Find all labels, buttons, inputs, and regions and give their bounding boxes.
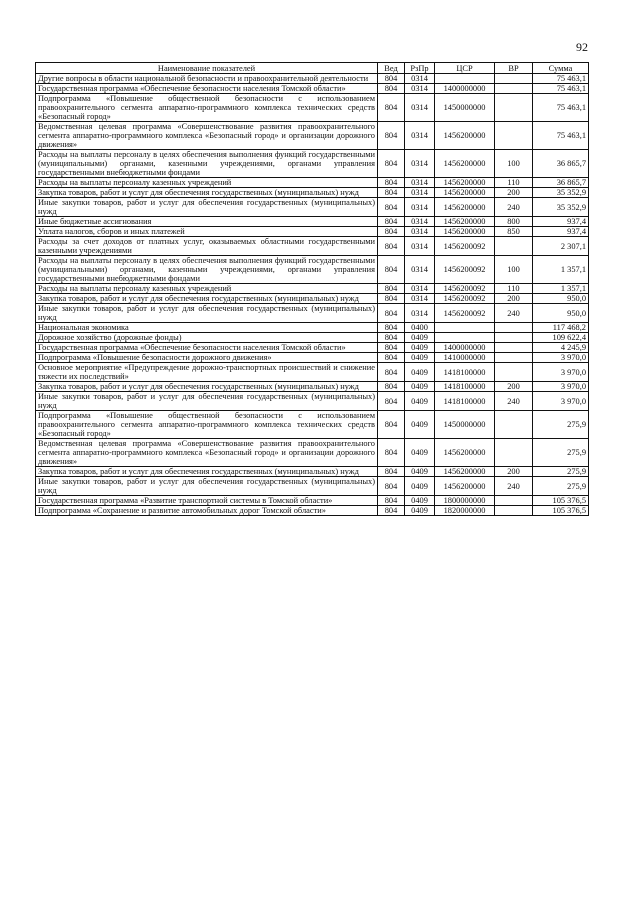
cell-vr [495,74,533,84]
cell-name: Расходы на выплаты персоналу казенных учреждений [36,178,378,188]
header-name: Наименование показателей [36,63,378,74]
cell-name: Подпрограмма «Повышение общественной безопасности с использованием правоохранительного сегмента аппаратно-программного комплекса технических средств «Безопасный город» [36,94,378,122]
cell-csr: 1456200092 [435,256,495,284]
cell-csr: 1456200000 [435,439,495,467]
cell-rzpr: 0314 [405,217,435,227]
cell-ved: 804 [378,477,405,496]
cell-csr: 1456200000 [435,477,495,496]
table-row [36,363,589,382]
cell-csr: 1456200092 [435,284,495,294]
cell-ved: 804 [378,343,405,353]
header-sum: Сумма [533,63,589,74]
table-row [36,188,589,198]
table-row [36,353,589,363]
cell-sum: 3 970,0 [533,363,589,382]
cell-name: Иные закупки товаров, работ и услуг для обеспечения государственных (муниципальных) нужд [36,198,378,217]
cell-sum: 950,0 [533,304,589,323]
cell-csr: 1800000000 [435,496,495,506]
header-ved: Вед [378,63,405,74]
cell-ved: 804 [378,198,405,217]
cell-sum: 3 970,0 [533,353,589,363]
table-row [36,411,589,439]
table-row [36,178,589,188]
cell-name: Подпрограмма «Повышение общественной безопасности с использованием правоохранительного сегмента аппаратно-программного комплекса технических средств «Безопасный город» [36,411,378,439]
table-row [36,304,589,323]
cell-csr: 1450000000 [435,411,495,439]
cell-vr: 200 [495,188,533,198]
cell-ved: 804 [378,382,405,392]
table-row [36,227,589,237]
cell-rzpr: 0314 [405,198,435,217]
cell-name: Закупка товаров, работ и услуг для обеспечения государственных (муниципальных) нужд [36,382,378,392]
cell-csr: 1456200000 [435,467,495,477]
cell-vr: 100 [495,150,533,178]
cell-csr: 1418100000 [435,392,495,411]
cell-rzpr: 0314 [405,94,435,122]
cell-csr [435,74,495,84]
cell-ved: 804 [378,84,405,94]
cell-csr: 1820000000 [435,506,495,516]
cell-rzpr: 0400 [405,323,435,333]
cell-name: Основное мероприятие «Предупреждение дорожно-транспортных происшествий и снижение тяжести их последствий» [36,363,378,382]
cell-ved: 804 [378,94,405,122]
cell-sum: 75 463,1 [533,122,589,150]
cell-vr: 240 [495,392,533,411]
table-row [36,122,589,150]
cell-csr: 1456200000 [435,150,495,178]
cell-sum: 3 970,0 [533,382,589,392]
cell-csr: 1456200000 [435,217,495,227]
cell-vr: 240 [495,477,533,496]
header-vr: ВР [495,63,533,74]
cell-vr: 100 [495,256,533,284]
cell-sum: 117 468,2 [533,323,589,333]
cell-rzpr: 0409 [405,392,435,411]
cell-sum: 937,4 [533,217,589,227]
cell-ved: 804 [378,122,405,150]
table-header-row [36,63,589,74]
cell-ved: 804 [378,323,405,333]
cell-name: Расходы на выплаты персоналу казенных учреждений [36,284,378,294]
table-row [36,198,589,217]
cell-csr: 1410000000 [435,353,495,363]
cell-rzpr: 0409 [405,467,435,477]
cell-vr: 110 [495,284,533,294]
table-row [36,439,589,467]
cell-ved: 804 [378,294,405,304]
table-row [36,496,589,506]
cell-vr [495,496,533,506]
cell-name: Дорожное хозяйство (дорожные фонды) [36,333,378,343]
table-row [36,84,589,94]
cell-vr: 850 [495,227,533,237]
table-row [36,74,589,84]
table-row [36,294,589,304]
cell-vr [495,411,533,439]
table-row [36,284,589,294]
cell-name: Закупка товаров, работ и услуг для обеспечения государственных (муниципальных) нужд [36,467,378,477]
cell-rzpr: 0409 [405,343,435,353]
cell-rzpr: 0314 [405,304,435,323]
cell-csr: 1456200000 [435,122,495,150]
cell-vr [495,94,533,122]
cell-rzpr: 0314 [405,284,435,294]
cell-rzpr: 0409 [405,496,435,506]
cell-ved: 804 [378,188,405,198]
table-row [36,256,589,284]
cell-vr: 200 [495,467,533,477]
cell-csr: 1418100000 [435,382,495,392]
cell-ved: 804 [378,217,405,227]
cell-csr: 1456200092 [435,294,495,304]
cell-vr [495,122,533,150]
cell-csr: 1456200000 [435,178,495,188]
cell-rzpr: 0314 [405,227,435,237]
cell-rzpr: 0314 [405,188,435,198]
cell-sum: 3 970,0 [533,392,589,411]
cell-sum: 105 376,5 [533,506,589,516]
cell-rzpr: 0409 [405,477,435,496]
cell-sum: 36 865,7 [533,178,589,188]
table-row [36,343,589,353]
cell-vr [495,353,533,363]
cell-name: Ведомственная целевая программа «Совершенствование развития правоохранительного сегмента аппаратно-программного комплекса «Безопасный город» и организации дорожного движения» [36,122,378,150]
cell-csr: 1456200092 [435,304,495,323]
cell-vr [495,323,533,333]
cell-ved: 804 [378,256,405,284]
cell-name: Закупка товаров, работ и услуг для обеспечения государственных (муниципальных) нужд [36,188,378,198]
cell-rzpr: 0409 [405,506,435,516]
cell-vr [495,363,533,382]
cell-sum: 275,9 [533,411,589,439]
cell-name: Национальная экономика [36,323,378,333]
table-row [36,477,589,496]
cell-csr: 1400000000 [435,84,495,94]
cell-sum: 2 307,1 [533,237,589,256]
cell-csr [435,333,495,343]
cell-sum: 75 463,1 [533,94,589,122]
header-rzpr: РзПр [405,63,435,74]
cell-sum: 937,4 [533,227,589,237]
cell-sum: 1 357,1 [533,256,589,284]
table-row [36,382,589,392]
cell-rzpr: 0314 [405,150,435,178]
cell-csr: 1456200092 [435,237,495,256]
cell-sum: 1 357,1 [533,284,589,294]
cell-ved: 804 [378,506,405,516]
cell-name: Расходы за счет доходов от платных услуг, оказываемых областными государственными казенными учреждениями [36,237,378,256]
cell-ved: 804 [378,392,405,411]
cell-sum: 105 376,5 [533,496,589,506]
cell-csr: 1400000000 [435,343,495,353]
budget-table [35,62,589,516]
cell-name: Другие вопросы в области национальной безопасности и правоохранительной деятельности [36,74,378,84]
cell-rzpr: 0314 [405,74,435,84]
cell-rzpr: 0314 [405,122,435,150]
page-number: 92 [576,40,588,54]
cell-name: Иные бюджетные ассигнования [36,217,378,227]
cell-sum: 4 245,9 [533,343,589,353]
table-row [36,506,589,516]
cell-vr [495,237,533,256]
cell-vr [495,333,533,343]
cell-csr: 1418100000 [435,363,495,382]
cell-ved: 804 [378,353,405,363]
cell-name: Уплата налогов, сборов и иных платежей [36,227,378,237]
cell-ved: 804 [378,74,405,84]
cell-name: Расходы на выплаты персоналу в целях обеспечения выполнения функций государственными (муниципальными) органами, казенными учреждениями, органами управления государственными внебюджетными фондами [36,256,378,284]
cell-name: Расходы на выплаты персоналу в целях обеспечения выполнения функций государственными (муниципальными) органами, казенными учреждениями, органами управления государственными внебюджетными фондами [36,150,378,178]
cell-sum: 75 463,1 [533,74,589,84]
cell-csr: 1450000000 [435,94,495,122]
cell-ved: 804 [378,439,405,467]
cell-rzpr: 0409 [405,411,435,439]
cell-sum: 35 352,9 [533,198,589,217]
cell-ved: 804 [378,227,405,237]
cell-csr: 1456200000 [435,188,495,198]
table-row [36,323,589,333]
cell-name: Подпрограмма «Повышение безопасности дорожного движения» [36,353,378,363]
cell-sum: 950,0 [533,294,589,304]
cell-sum: 275,9 [533,477,589,496]
cell-ved: 804 [378,150,405,178]
cell-ved: 804 [378,411,405,439]
cell-vr: 240 [495,304,533,323]
cell-name: Государственная программа «Развитие транспортной системы в Томской области» [36,496,378,506]
cell-ved: 804 [378,496,405,506]
cell-vr: 800 [495,217,533,227]
cell-vr: 200 [495,382,533,392]
cell-rzpr: 0314 [405,256,435,284]
cell-sum: 35 352,9 [533,188,589,198]
header-csr: ЦСР [435,63,495,74]
cell-sum: 75 463,1 [533,84,589,94]
table-body [36,74,589,516]
table-row [36,333,589,343]
cell-name: Закупка товаров, работ и услуг для обеспечения государственных (муниципальных) нужд [36,294,378,304]
cell-name: Ведомственная целевая программа «Совершенствование развития правоохранительного сегмента аппаратно-программного комплекса «Безопасный город» и организации дорожного движения» [36,439,378,467]
cell-rzpr: 0409 [405,439,435,467]
table-row [36,467,589,477]
cell-name: Иные закупки товаров, работ и услуг для обеспечения государственных (муниципальных) нужд [36,477,378,496]
cell-vr [495,506,533,516]
cell-ved: 804 [378,333,405,343]
cell-vr: 110 [495,178,533,188]
cell-sum: 36 865,7 [533,150,589,178]
cell-sum: 109 622,4 [533,333,589,343]
cell-name: Государственная программа «Обеспечение безопасности населения Томской области» [36,84,378,94]
cell-vr [495,439,533,467]
cell-ved: 804 [378,237,405,256]
cell-ved: 804 [378,178,405,188]
cell-sum: 275,9 [533,439,589,467]
table-row [36,94,589,122]
cell-rzpr: 0314 [405,237,435,256]
table-row [36,217,589,227]
cell-csr: 1456200000 [435,227,495,237]
cell-ved: 804 [378,363,405,382]
cell-ved: 804 [378,304,405,323]
cell-name: Иные закупки товаров, работ и услуг для обеспечения государственных (муниципальных) нужд [36,392,378,411]
cell-rzpr: 0409 [405,382,435,392]
cell-rzpr: 0314 [405,178,435,188]
cell-vr [495,343,533,353]
cell-vr [495,84,533,94]
table-row [36,150,589,178]
cell-rzpr: 0409 [405,363,435,382]
cell-sum: 275,9 [533,467,589,477]
cell-name: Иные закупки товаров, работ и услуг для обеспечения государственных (муниципальных) нужд [36,304,378,323]
cell-csr [435,323,495,333]
cell-vr: 200 [495,294,533,304]
cell-rzpr: 0409 [405,333,435,343]
cell-csr: 1456200000 [435,198,495,217]
cell-rzpr: 0409 [405,353,435,363]
cell-rzpr: 0314 [405,84,435,94]
table-row [36,392,589,411]
cell-rzpr: 0314 [405,294,435,304]
cell-name: Подпрограмма «Сохранение и развитие автомобильных дорог Томской области» [36,506,378,516]
cell-ved: 804 [378,467,405,477]
cell-vr: 240 [495,198,533,217]
cell-name: Государственная программа «Обеспечение безопасности населения Томской области» [36,343,378,353]
cell-ved: 804 [378,284,405,294]
table-row [36,237,589,256]
